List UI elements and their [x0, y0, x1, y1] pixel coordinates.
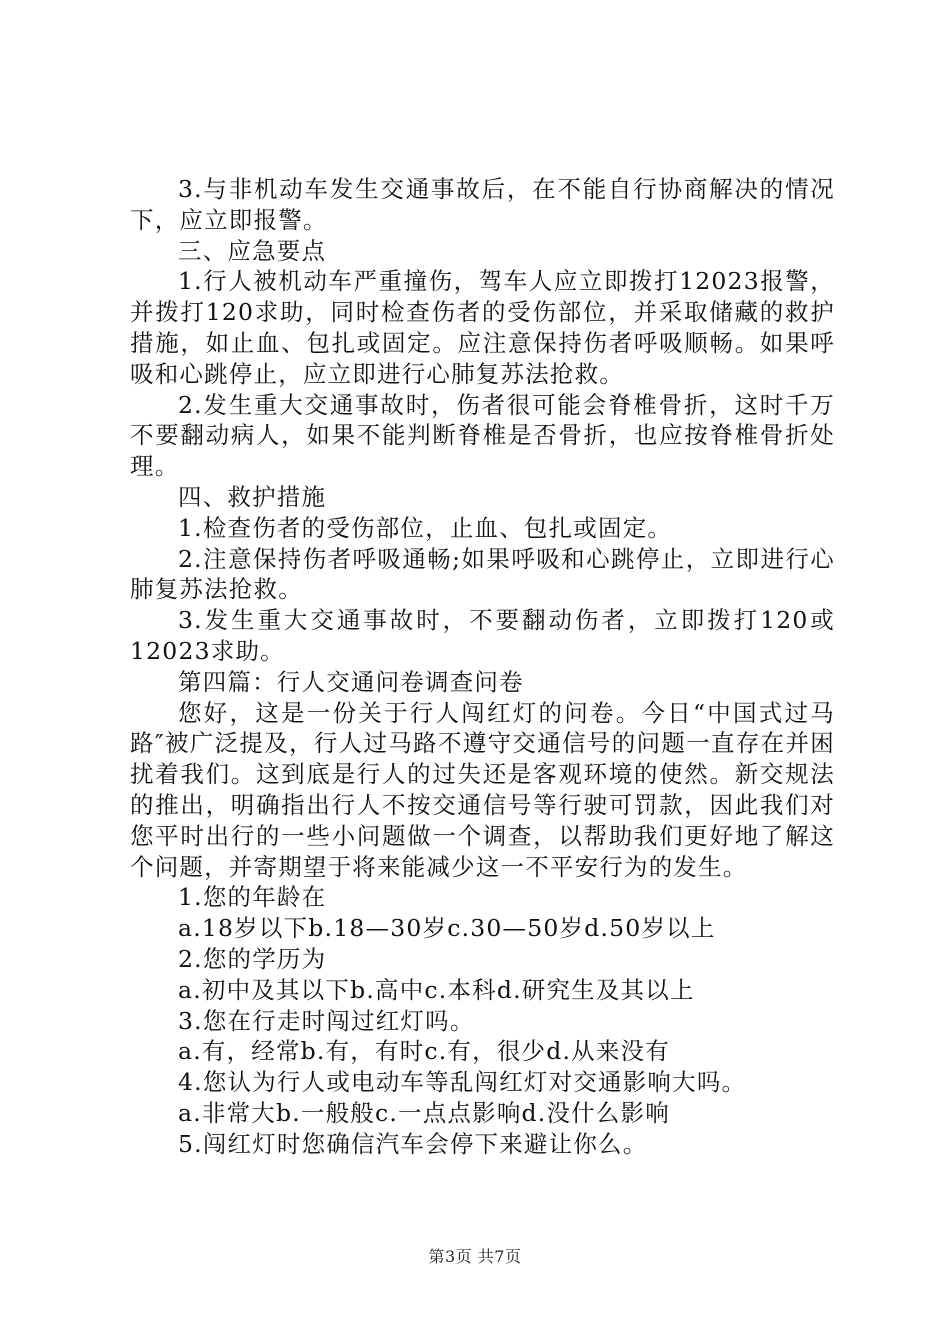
- page-number-footer: 第3页 共7页: [428, 1247, 522, 1266]
- document-body: [130, 174, 835, 1160]
- heading-emergency-points: 三、应急要点: [178, 236, 327, 265]
- survey-options-3: a.有，经常b.有，有时c.有，很少d.从来没有: [178, 1037, 670, 1066]
- paragraph-rescue-measure-3: 3.发生重大交通事故时，不要翻动伤者，立即拨打120或12023求助。: [130, 606, 835, 665]
- heading-part-four: 第四篇：行人交通问卷调查问卷: [178, 667, 524, 696]
- survey-options-2: a.初中及其以下b.高中c.本科d.研究生及其以上: [178, 975, 695, 1004]
- survey-question-2: 2.您的学历为: [178, 944, 327, 973]
- survey-question-1: 1.您的年龄在: [178, 883, 327, 912]
- survey-question-3: 3.您在行走时闯过红灯吗。: [178, 1006, 475, 1035]
- paragraph-emergency-point-1: 1.行人被机动车严重撞伤，驾车人应立即拨打12023报警，并拨打120求助，同时检查伤者的受伤部位，并采取储藏的救护措施，如止血、包扎或固定。应注意保持伤者呼吸顺畅。如果呼吸和心跳停止，应立即进行心肺复苏法抢救。: [130, 267, 835, 388]
- survey-question-4: 4.您认为行人或电动车等乱闯红灯对交通影响大吗。: [178, 1068, 747, 1097]
- paragraph-survey-intro: 您好，这是一份关于行人闯红灯的问卷。今日“中国式过马路″被广泛提及，行人过马路不遵守交通信号的问题一直存在并困扰着我们。这到底是行人的过失还是客观环境的使然。新交规法的推出，明确指出行人不按交通信号等行驶可罚款，因此我们对您平时出行的一些小问题做一个调查，以帮助我们更好地了解这个问题，并寄期望于将来能减少这一不平安行为的发生。: [130, 698, 835, 881]
- survey-options-1: a.18岁以下b.18—30岁c.30—50岁d.50岁以上: [178, 914, 716, 943]
- survey-question-5: 5.闯红灯时您确信汽车会停下来避让你么。: [178, 1129, 648, 1158]
- paragraph-non-motor-accident: 3.与非机动车发生交通事故后，在不能自行协商解决的情况下，应立即报警。: [130, 175, 835, 234]
- heading-rescue-measures: 四、救护措施: [178, 482, 327, 511]
- paragraph-rescue-measure-1: 1.检查伤者的受伤部位，止血、包扎或固定。: [178, 513, 673, 542]
- survey-options-4: a.非常大b.一般般c.一点点影响d.没什么影响: [178, 1098, 670, 1127]
- paragraph-emergency-point-2: 2.发生重大交通事故时，伤者很可能会脊椎骨折，这时千万不要翻动病人，如果不能判断脊椎是否骨折，也应按脊椎骨折处理。: [130, 390, 835, 481]
- paragraph-rescue-measure-2: 2.注意保持伤者呼吸通畅;如果呼吸和心跳停止，立即进行心肺复苏法抢救。: [130, 544, 835, 604]
